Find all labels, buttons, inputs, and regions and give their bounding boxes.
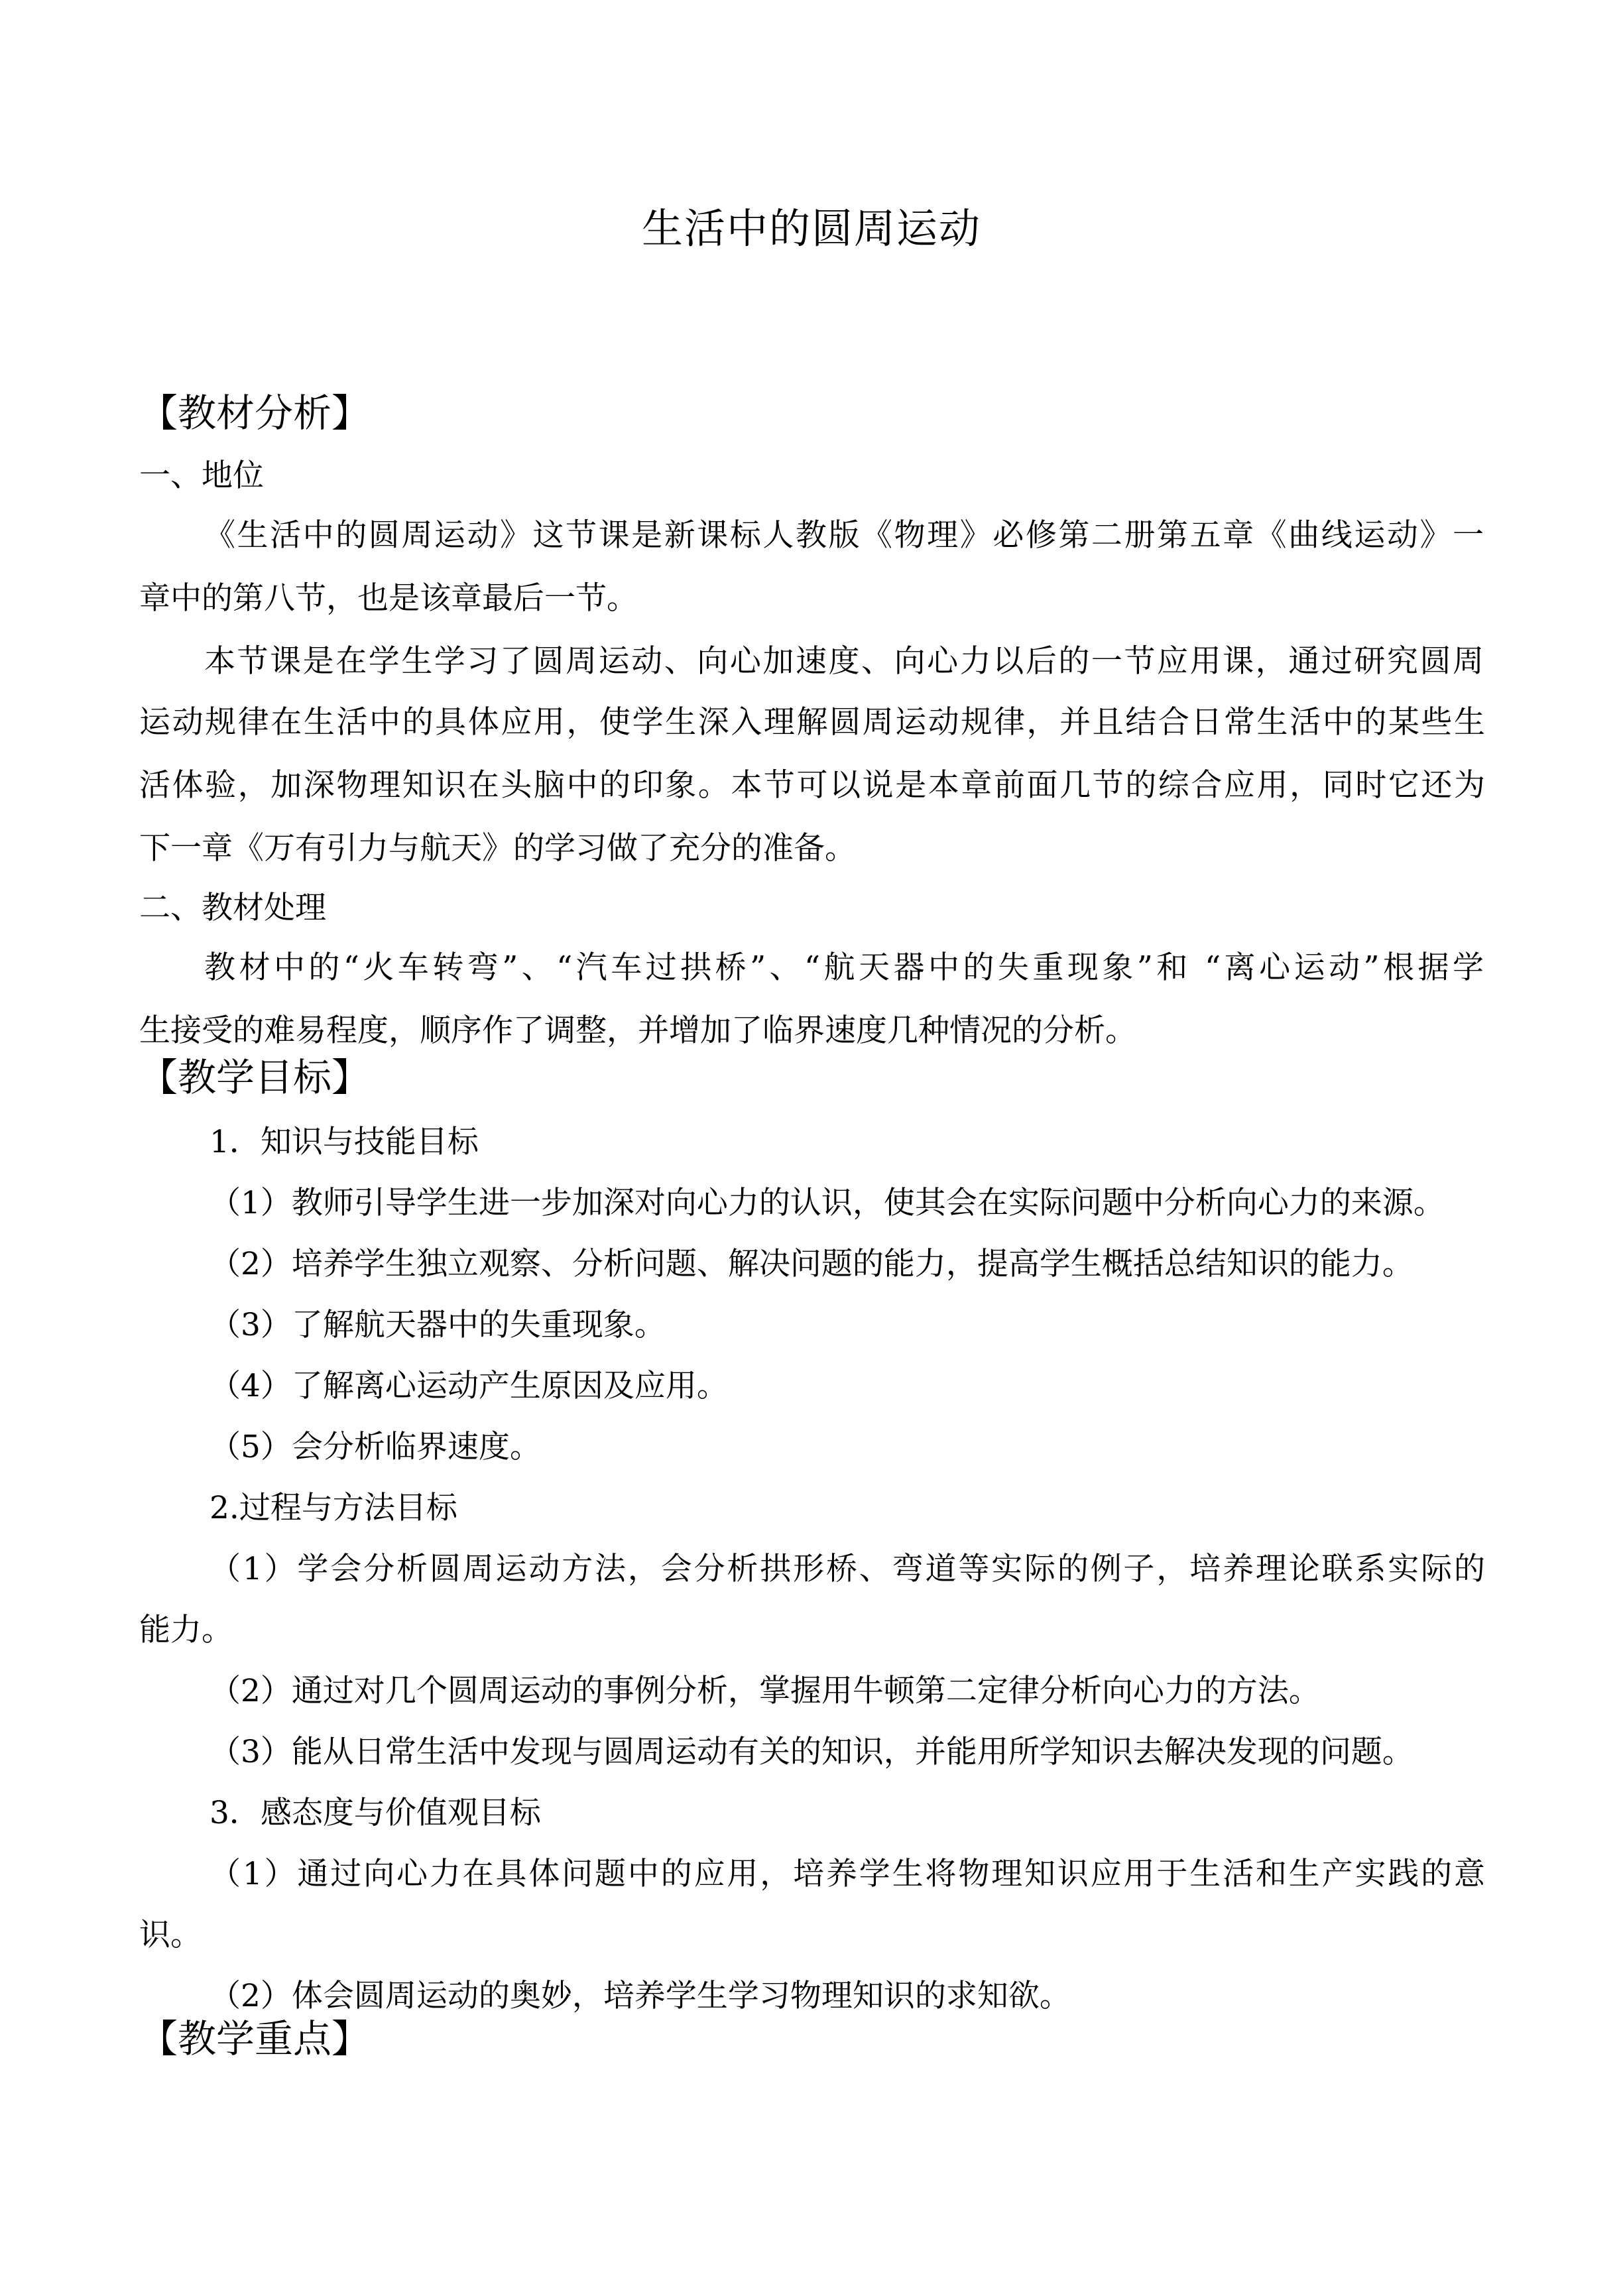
goal-item-continuation: 能力。 — [139, 1612, 233, 1648]
goal-item: （2）体会圆周运动的奥妙，培养学生学习物理知识的求知欲。 — [210, 1978, 1071, 2014]
goal-item: （1）通过向心力在具体问题中的应用，培养学生将物理知识应用于生活和生产实践的意 — [210, 1856, 1485, 1892]
goal-group-title: 1．知识与技能目标 — [210, 1124, 479, 1160]
goal-item: （4）了解离心运动产生原因及应用。 — [210, 1368, 728, 1404]
paragraph-line: 运动规律在生活中的具体应用，使学生深入理解圆周运动规律，并且结合日常生活中的某些生 — [139, 704, 1485, 741]
paragraph-line: 活体验，加深物理知识在头脑中的印象。本节可以说是本章前面几节的综合应用，同时它还为 — [139, 767, 1485, 804]
section-heading-teaching-goals: 【教学目标】 — [139, 1055, 371, 1100]
goal-item: （3）了解航天器中的失重现象。 — [210, 1307, 666, 1343]
section-heading-teaching-focus: 【教学重点】 — [139, 2016, 371, 2061]
goal-item-continuation: 识。 — [139, 1917, 202, 1953]
goal-item: （5）会分析临界速度。 — [210, 1429, 541, 1465]
document-title: 生活中的圆周运动 — [641, 204, 981, 253]
paragraph-line: 本节课是在学生学习了圆周运动、向心加速度、向心力以后的一节应用课，通过研究圆周 — [204, 643, 1484, 680]
goal-item: （2）培养学生独立观察、分析问题、解决问题的能力，提高学生概括总结知识的能力。 — [210, 1246, 1413, 1282]
goal-group-title: 2.过程与方法目标 — [210, 1490, 457, 1526]
goal-item: （2）通过对几个圆周运动的事例分析，掌握用牛顿第二定律分析向心力的方法。 — [210, 1673, 1320, 1709]
paragraph-line: 生接受的难易程度，顺序作了调整，并增加了临界速度几种情况的分析。 — [139, 1012, 1136, 1049]
goal-item: （3）能从日常生活中发现与圆周运动有关的知识，并能用所学知识去解决发现的问题。 — [210, 1734, 1413, 1770]
goal-item: （1）学会分析圆周运动方法，会分析拱形桥、弯道等实际的例子，培养理论联系实际的 — [210, 1551, 1485, 1587]
subheading-position: 一、地位 — [139, 457, 264, 494]
paragraph-line: 章中的第八节，也是该章最后一节。 — [139, 580, 638, 617]
section-heading-material-analysis: 【教材分析】 — [139, 391, 371, 436]
goal-item: （1）教师引导学生进一步加深对向心力的认识，使其会在实际问题中分析向心力的来源。 — [210, 1185, 1445, 1221]
goal-group-title: 3．感态度与价值观目标 — [210, 1795, 541, 1831]
paragraph-line: 教材中的“火车转弯”、“汽车过拱桥”、“航天器中的失重现象”和 “离心运动”根据学 — [204, 949, 1484, 986]
subheading-material-processing: 二、教材处理 — [139, 890, 326, 926]
paragraph-line: 《生活中的圆周运动》这节课是新课标人教版《物理》必修第二册第五章《曲线运动》一 — [204, 517, 1484, 554]
paragraph-line: 下一章《万有引力与航天》的学习做了充分的准备。 — [139, 830, 856, 867]
